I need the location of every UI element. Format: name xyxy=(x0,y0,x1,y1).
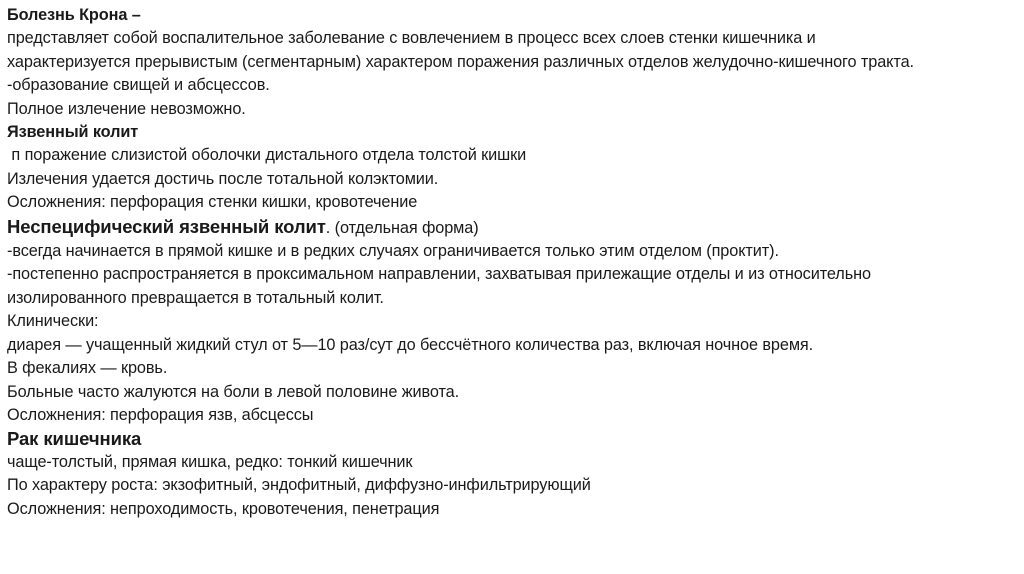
heading-period: . xyxy=(325,218,331,237)
heading-ulcerative-colitis: Язвенный колит xyxy=(7,123,139,142)
text-line: представляет собой воспалительное заболевание с вовлечением в процесс всех слоев стенки кишечника и xyxy=(7,29,816,48)
text-line: Излечения удается достичь после тотальной колэктомии. xyxy=(7,169,439,188)
text-line: Больные часто жалуются на боли в левой половине живота. xyxy=(7,382,460,401)
heading-note: (отдельная форма) xyxy=(330,218,479,237)
text-line: Осложнения: перфорация стенки кишки, кровотечение xyxy=(7,193,418,212)
section-ulcerative-colitis xyxy=(7,121,1024,215)
section-nonspecific-colitis xyxy=(7,215,1024,428)
heading-row-nonspecific-colitis xyxy=(7,215,1024,240)
text-line: характеризуется прерывистым (сегментарным) характером поражения различных отделов желудочно-кишечного тракта. xyxy=(7,52,914,71)
text-line: Полное излечение невозможно. xyxy=(7,99,246,118)
section-crohn xyxy=(7,4,1024,121)
text-line: -постепенно распространяется в проксимальном направлении, захватывая прилежащие отделы и из относительно xyxy=(7,265,871,284)
heading-crohn: Болезнь Крона – xyxy=(7,6,141,24)
section-intestinal-cancer xyxy=(7,427,1024,521)
text-line: Осложнения: непроходимость, кровотечения, пенетрация xyxy=(7,499,440,518)
text-line: -образование свищей и абсцессов. xyxy=(7,76,270,95)
heading-nonspecific-colitis: Неспецифический язвенный колит xyxy=(7,215,326,237)
text-line: изолированного превращается в тотальный колит. xyxy=(7,288,384,307)
text-line: -всегда начинается в прямой кишке и в редких случаях ограничивается только этим отделом (проктит). xyxy=(7,242,779,261)
text-line: Осложнения: перфорация язв, абсцессы xyxy=(7,405,314,424)
text-line: Клинически: xyxy=(7,312,99,331)
heading-intestinal-cancer: Рак кишечника xyxy=(7,428,142,450)
text-line: диарея — учащенный жидкий стул от 5—10 раз/сут до бессчётного количества раз, включая ночное время. xyxy=(7,335,814,354)
text-line: п поражение слизистой оболочки дистального отдела толстой кишки xyxy=(7,146,527,165)
text-line: По характеру роста: экзофитный, эндофитный, диффузно-инфильтрирующий xyxy=(7,476,591,495)
text-line: В фекалиях — кровь. xyxy=(7,359,168,378)
text-line: чаще-толстый, прямая кишка, редко: тонкий кишечник xyxy=(7,452,413,471)
